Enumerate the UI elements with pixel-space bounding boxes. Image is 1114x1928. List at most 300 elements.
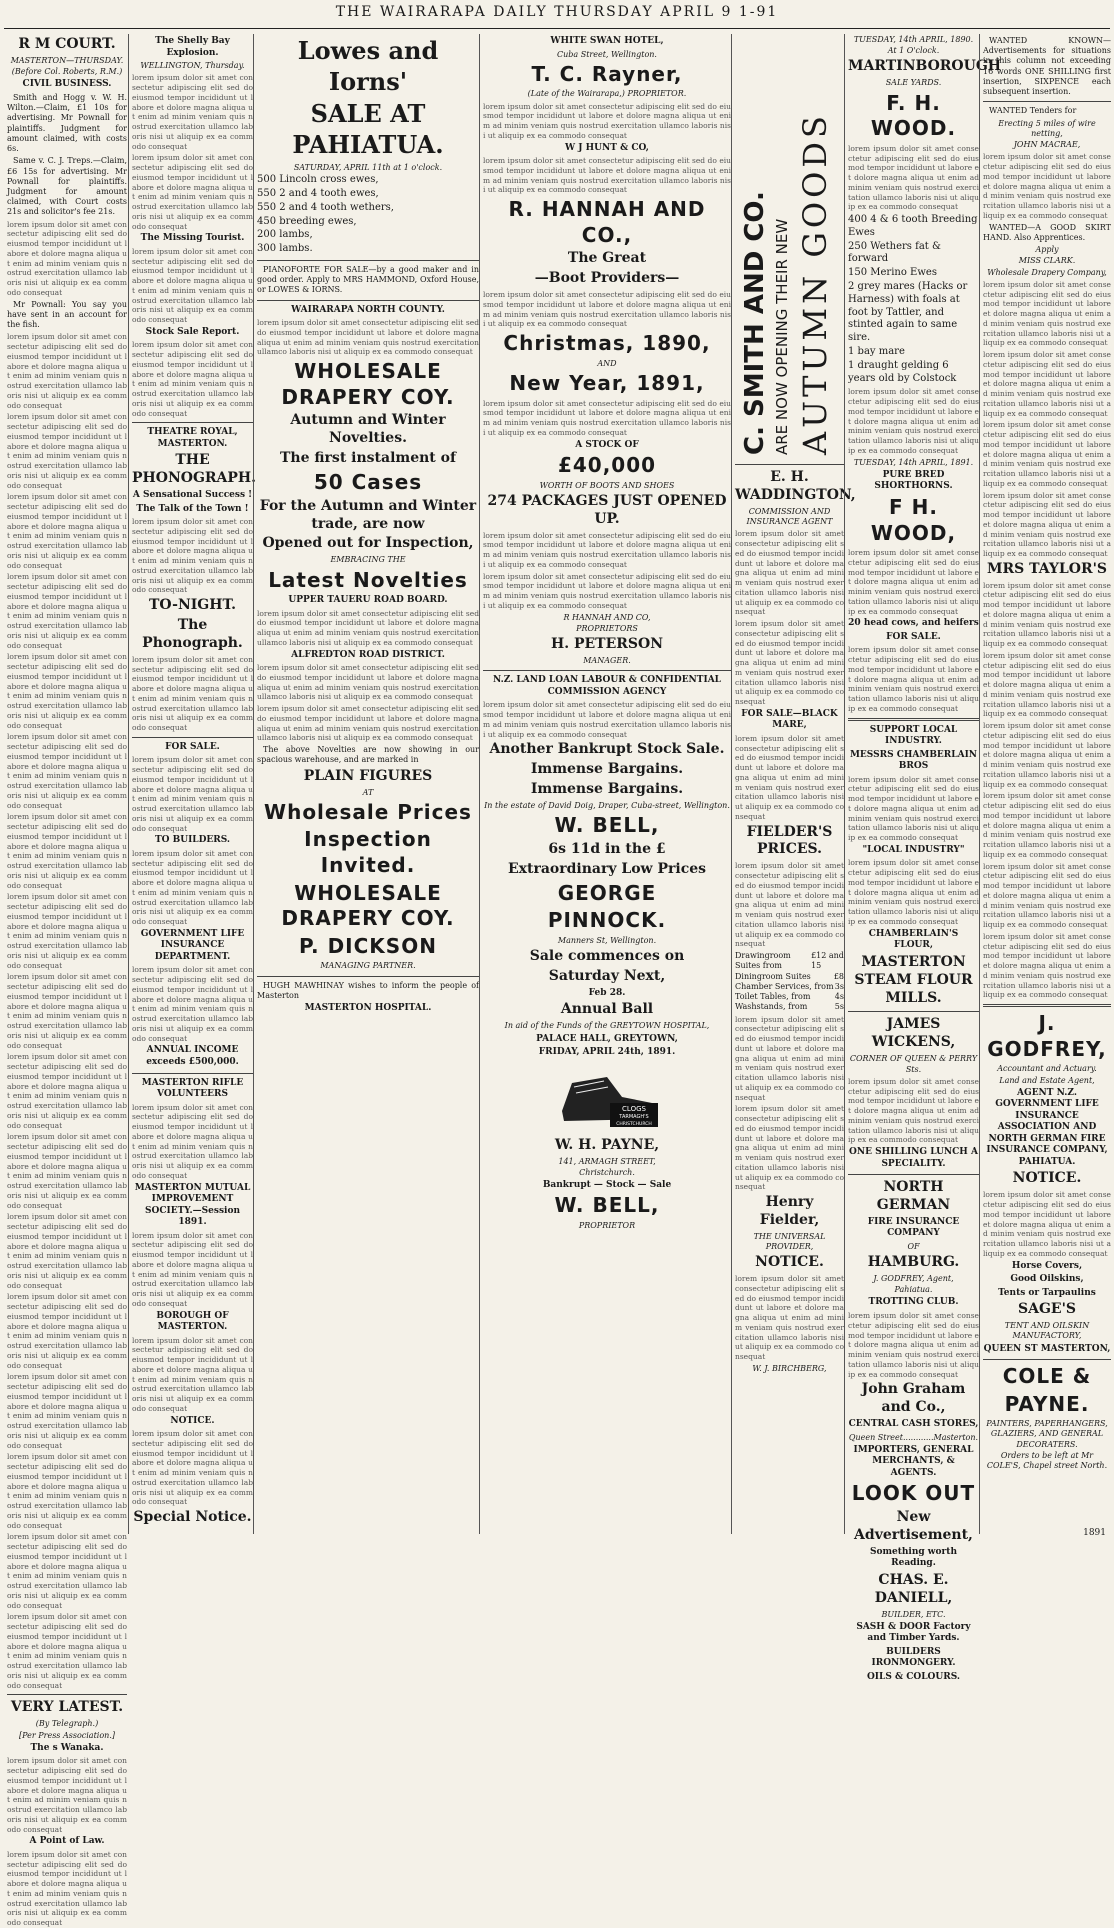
govt-filler: lorem ipsum dolor sit amet consectetur adipiscing elit sed do eiusmod tempor incididunt ut labore et dolore magna aliqua ut enim ad minim veniam quis nostrud exercitation ullamco laboris nisi ut aliquip ex ea commodo consequat — [132, 965, 253, 1043]
waddington-filler: lorem ipsum dolor sit amet consectetur adipiscing elit sed do eiusmod tempor incididunt ut labore et dolore magna aliqua ut enim ad minim veniam quis nostrud exercitation ullamco laboris nisi ut aliquip ex ea commodo consequat — [735, 529, 844, 617]
tonight: TO-NIGHT. — [149, 597, 236, 614]
press-association: [Per Press Association.] — [19, 1730, 115, 1740]
waddington-filler: lorem ipsum dolor sit amet consectetur adipiscing elit sed do eiusmod tempor incididunt ut labore et dolore magna aliqua ut enim ad minim veniam quis nostrud exercitation ullamco laboris nisi ut aliquip ex ea commodo consequat — [735, 619, 844, 707]
godfrey-agent: J. GODFREY, Agent, — [873, 1274, 954, 1284]
palace-hall: PALACE HALL, GREYTOWN, — [536, 1033, 678, 1044]
oils-colours: OILS & COLOURS. — [866, 1671, 961, 1682]
govt-agent: AGENT N.Z. GOVERNMENT LIFE INSURANCE ASSOCIATION AND NORTH GERMAN FIRE INSURANCE COMPANY, PAHIATUA. — [986, 1087, 1108, 1167]
land-loan-agency: N.Z. LAND LOAN LABOUR & CONFIDENTIAL COMMISSION AGENCY — [492, 675, 722, 697]
bell-name: W. BELL, — [554, 813, 660, 838]
price-row — [735, 982, 844, 992]
hotel-filler: lorem ipsum dolor sit amet consectetur adipiscing elit sed do eiusmod tempor incididunt ut labore et dolore magna aliqua ut enim ad minim veniam quis nostrud exercitation ullamco laboris nisi ut aliquip ex ea commodo consequat — [483, 101, 731, 140]
notice-filler: lorem ipsum dolor sit amet consectetur adipiscing elit sed do eiusmod tempor incididunt ut labore et dolore magna aliqua ut enim ad minim veniam quis nostrud exercitation ullamco laboris nisi ut aliquip ex ea commodo consequat — [735, 1274, 844, 1362]
court-filler: lorem ipsum dolor sit amet consectetur adipiscing elit sed do eiusmod tempor incididunt ut labore et dolore magna aliqua ut enim ad minim veniam quis nostrud exercitation ullamco laboris nisi ut aliquip ex ea commodo consequat — [7, 1052, 127, 1130]
rayner-late: (Late of the Wairarapa,) PROPRIETOR. — [527, 89, 687, 99]
price-row — [735, 972, 844, 982]
county-filler: lorem ipsum dolor sit amet consectetur adipiscing elit sed do eiusmod tempor incididunt ut labore et dolore magna aliqua ut enim ad minim veniam quis nostrud exercitation ullamco laboris nisi ut aliquip ex ea commodo consequat — [257, 318, 479, 357]
cuba-street: Cuba Street, Wellington. — [557, 49, 657, 59]
of-text: OF — [907, 1241, 920, 1251]
court-filler: lorem ipsum dolor sit amet consectetur adipiscing elit sed do eiusmod tempor incididunt ut labore et dolore magna aliqua ut enim ad minim veniam quis nostrud exercitation ullamco laboris nisi ut aliquip ex ea commodo consequat — [7, 892, 127, 970]
sale-time: At 1 O'clock. — [887, 46, 940, 56]
chamberlain-bros: MESSRS CHAMBERLAIN BROS — [849, 749, 978, 772]
talk-of-town: The Talk of the Town ! — [136, 503, 249, 514]
greytown-hospital: In aid of the Funds of the GREYTOWN HOSPITAL, — [504, 1021, 710, 1031]
chamberlain-filler: lorem ipsum dolor sit amet consectetur adipiscing elit sed do eiusmod tempor incididunt ut labore et dolore magna aliqua ut enim ad minim veniam quis nostrud exercitation ullamco laboris nisi ut aliquip ex ea commodo consequat — [848, 774, 979, 843]
miss-clark: MISS CLARK. — [1018, 256, 1076, 266]
divider — [132, 737, 253, 738]
page-number: 1891 — [1083, 1528, 1106, 1538]
peterson-name: H. PETERSON — [551, 636, 663, 653]
sale-date-2: TUESDAY, 14th APRIL, 1891. — [853, 457, 974, 467]
price-value: £8 — [833, 971, 844, 981]
hunt-filler: lorem ipsum dolor sit amet consectetur adipiscing elit sed do eiusmod tempor incididunt ut labore et dolore magna aliqua ut enim ad minim veniam quis nostrud exercitation ullamco laboris nisi ut aliquip ex ea commodo consequat — [483, 156, 731, 195]
divider — [983, 101, 1111, 102]
immense-bargains-2: Immense Bargains. — [530, 781, 684, 798]
sale-lot: 500 Lincoln cross ewes, — [257, 174, 379, 186]
road-filler: lorem ipsum dolor sit amet consectetur adipiscing elit sed do eiusmod tempor incididunt ut labore et dolore magna aliqua ut enim ad minim veniam quis nostrud exercitation ullamco laboris nisi ut aliquip ex ea commodo consequat — [257, 608, 479, 647]
painters: PAINTERS, PAPERHANGERS, GLAZIERS, AND GENERAL DECORATERS. — [986, 1419, 1108, 1449]
annual-income: ANNUAL INCOME exceeds £500,000. — [146, 1045, 239, 1067]
tent-factory: TENT AND OILSKIN MANUFACTORY, — [1004, 1321, 1090, 1341]
birchberg: W. J. BIRCHBERG, — [752, 1363, 827, 1373]
column-4 — [479, 34, 734, 1534]
alfredton-filler: lorem ipsum dolor sit amet consectetur adipiscing elit sed do eiusmod tempor incididunt ut labore et dolore magna aliqua ut enim ad minim veniam quis nostrud exercitation ullamco laboris nisi ut aliquip ex ea commodo consequat — [257, 663, 479, 702]
wanted-filler: lorem ipsum dolor sit amet consectetur adipiscing elit sed do eiusmod tempor incididunt ut labore et dolore magna aliqua ut enim ad minim veniam quis nostrud exercitation ullamco laboris nisi ut aliquip ex ea commodo consequat — [983, 350, 1111, 418]
george-name: GEORGE — [557, 880, 657, 905]
worth-boots: WORTH OF BOOTS AND SHOES — [539, 480, 675, 490]
clog-shoe-icon — [552, 1063, 662, 1133]
graham-name: John Graham and Co., — [861, 1381, 966, 1416]
sages: SAGE'S — [1018, 1301, 1076, 1318]
notice-heading: NOTICE. — [170, 1415, 215, 1426]
at-text: AT — [362, 787, 374, 797]
wood-filler: lorem ipsum dolor sit amet consectetur adipiscing elit sed do eiusmod tempor incididunt ut labore et dolore magna aliqua ut enim ad minim veniam quis nostrud exercitation ullamco laboris nisi ut aliquip ex ea commodo consequat — [848, 387, 979, 455]
showing-text: The above Novelties are now showing in our spacious warehouse, and are marked in — [257, 745, 479, 765]
wood-filler: lorem ipsum dolor sit amet consectetur adipiscing elit sed do eiusmod tempor incididunt ut labore et dolore magna aliqua ut enim ad minim veniam quis nostrud exercitation ullamco laboris nisi ut aliquip ex ea commodo consequat — [848, 143, 979, 212]
forty-thousand: £40,000 — [557, 453, 657, 478]
divider — [848, 1011, 979, 1012]
rifle-volunteers: MASTERTON RIFLE VOLUNTEERS — [141, 1077, 244, 1100]
hannah-heading: R. HANNAH AND CO., — [508, 197, 706, 247]
ironmongery: BUILDERS IRONMONGERY. — [871, 1646, 956, 1669]
very-latest-heading: VERY LATEST. — [10, 1699, 124, 1716]
christchurch: Christchurch. — [579, 1167, 635, 1177]
for-sale-heading: FOR SALE. — [165, 741, 220, 752]
opened-out: Opened out for Inspection, — [262, 535, 474, 552]
packages-opened: 274 PACKAGES JUST OPENED UP. — [487, 492, 727, 527]
lowes-iorns: Lowes and Iorns' — [297, 36, 439, 96]
sale-lot: 550 2 and 4 tooth ewes, — [257, 187, 379, 199]
fifty-cases: 50 Cases — [313, 470, 423, 495]
horse-covers: Horse Covers, — [1011, 1260, 1083, 1271]
wood-lot: 1 bay mare — [848, 346, 905, 358]
price-row — [735, 951, 844, 971]
commission-agent: COMMISSION AND INSURANCE AGENT — [746, 506, 833, 527]
chamberlain-flour: CHAMBERLAIN'S FLOUR, — [868, 928, 959, 951]
divider — [257, 976, 479, 977]
court-filler: lorem ipsum dolor sit amet consectetur adipiscing elit sed do eiusmod tempor incididunt ut labore et dolore magna aliqua ut enim ad minim veniam quis nostrud exercitation ullamco laboris nisi ut aliquip ex ea commodo consequat — [7, 1132, 127, 1210]
first-instalment: The first instalment of — [280, 450, 456, 467]
builder-etc: BUILDER, ETC. — [881, 1609, 946, 1619]
hunt-heading: W J HUNT & CO, — [565, 142, 649, 153]
heifers: 20 head cows, and heifers — [848, 618, 979, 629]
borough-heading: BOROUGH OF MASTERTON. — [156, 1310, 229, 1333]
borough-filler: lorem ipsum dolor sit amet consectetur adipiscing elit sed do eiusmod tempor incididunt ut labore et dolore magna aliqua ut enim ad minim veniam quis nostrud exercitation ullamco laboris nisi ut aliquip ex ea commodo consequat — [132, 1335, 253, 1413]
column-3 — [253, 34, 482, 1534]
price-item: Diningroom Suites — [735, 971, 811, 981]
tents: Tents or Tarpaulins — [998, 1287, 1096, 1298]
tourist-filler: lorem ipsum dolor sit amet consectetur adipiscing elit sed do eiusmod tempor incididunt ut labore et dolore magna aliqua ut enim ad minim veniam quis nostrud exercitation ullamco laboris nisi ut aliquip ex ea commodo consequat — [132, 246, 253, 325]
black-mare: FOR SALE—BLACK MARE, — [741, 708, 838, 731]
rifles-filler: lorem ipsum dolor sit amet consectetur adipiscing elit sed do eiusmod tempor incididunt ut labore et dolore magna aliqua ut enim ad minim veniam quis nostrud exercitation ullamco laboris nisi ut aliquip ex ea commodo consequat — [132, 1102, 253, 1180]
explosion-dateline: WELLINGTON, Thursday. — [140, 61, 245, 71]
sash-factory: SASH & DOOR Factory and Timber Yards. — [856, 1621, 971, 1644]
divider — [132, 422, 253, 423]
wire-netting: Erecting 5 miles of wire netting, — [998, 118, 1096, 138]
special-notice: Special Notice. — [133, 1509, 252, 1526]
court-filler: lorem ipsum dolor sit amet consectetur adipiscing elit sed do eiusmod tempor incididunt ut labore et dolore magna aliqua ut enim ad minim veniam quis nostrud exercitation ullamco laboris nisi ut aliquip ex ea commodo consequat — [7, 972, 127, 1050]
price-list — [735, 951, 844, 1012]
price-item: Washstands, from — [735, 1002, 808, 1012]
clog-label-2: TARMAGH'S — [619, 1113, 649, 1120]
court-filler: lorem ipsum dolor sit amet consectetur adipiscing elit sed do eiusmod tempor incididunt ut labore et dolore magna aliqua ut enim ad minim veniam quis nostrud exercitation ullamco laboris nisi ut aliquip ex ea commodo consequat — [7, 652, 127, 730]
govt-insurance-heading: GOVERNMENT LIFE INSURANCE DEPARTMENT. — [140, 928, 245, 962]
news-filler: lorem ipsum dolor sit amet consectetur adipiscing elit sed do eiusmod tempor incididunt ut labore et dolore magna aliqua ut enim ad minim veniam quis nostrud exercitation ullamco laboris nisi ut aliquip ex ea commodo consequat — [7, 1756, 127, 1834]
wholesale-drapery-heading: WHOLESALE DRAPERY COY. — [281, 359, 455, 409]
sale-commences: Sale commences on — [529, 948, 685, 965]
wood-lot: 250 Wethers fat & forward — [848, 240, 941, 265]
wanaka-heading: The s Wanaka. — [30, 1742, 104, 1753]
and-text: AND — [597, 358, 617, 368]
central-cash: CENTRAL CASH STORES, — [848, 1419, 979, 1430]
wood-lot: 400 4 & 6 tooth Breeding Ewes — [848, 214, 978, 238]
wickens-name: JAMES WICKENS, — [871, 1016, 956, 1051]
by-telegraph: (By Telegraph.) — [35, 1719, 99, 1729]
north-german: NORTH GERMAN — [876, 1179, 951, 1213]
annual-ball: Annual Ball — [560, 1001, 654, 1018]
court-before: (Before Col. Roberts, R.M.) — [11, 67, 123, 77]
packages-filler: lorem ipsum dolor sit amet consectetur adipiscing elit sed do eiusmod tempor incididunt ut labore et dolore magna aliqua ut enim ad minim veniam quis nostrud exercitation ullamco laboris nisi ut aliquip ex ea commodo consequat — [483, 530, 731, 569]
builders-heading: TO BUILDERS. — [154, 835, 231, 846]
sale-lot: 200 lambs, — [257, 229, 313, 241]
column-7 — [979, 34, 1114, 1534]
mrs-taylors: MRS TAYLOR'S — [987, 560, 1107, 577]
wood-lot: 1 draught gelding 6 years old by Colstock — [848, 359, 957, 384]
trotting-filler: lorem ipsum dolor sit amet consectetur adipiscing elit sed do eiusmod tempor incididunt ut labore et dolore magna aliqua ut enim ad minim veniam quis nostrud exercitation ullamco laboris nisi ut aliquip ex ea commodo consequat — [848, 1311, 979, 1379]
column-1 — [4, 34, 130, 1928]
inspection-invited: Inspection Invited. — [304, 827, 432, 877]
new-advertisement: New Advertisement, — [854, 1508, 973, 1543]
explosion-heading: The Shelly Bay Explosion. — [155, 36, 230, 58]
cole-name: COLE & — [1002, 1364, 1092, 1389]
court-heading: R M COURT. — [18, 36, 116, 52]
wanted-rates: WANTED KNOWN—Advertisements for situations in this column not exceeding 16 words ONE SHILLING first insertion, SIXPENCE each subsequent insertion. — [983, 36, 1111, 97]
court-filler: lorem ipsum dolor sit amet consectetur adipiscing elit sed do eiusmod tempor incididunt ut labore et dolore magna aliqua ut enim ad minim veniam quis nostrud exercitation ullamco laboris nisi ut aliquip ex ea commodo consequat — [7, 332, 127, 410]
sensational: A Sensational Success ! — [132, 490, 253, 501]
wickens-corner: CORNER OF QUEEN & PERRY Sts. — [849, 1054, 978, 1074]
phonograph-heading-2: The Phonograph. — [142, 617, 243, 651]
court-dateline: MASTERTON—THURSDAY. — [10, 55, 124, 65]
wanted-filler: lorem ipsum dolor sit amet consectetur adipiscing elit sed do eiusmod tempor incididunt ut labore et dolore magna aliqua ut enim ad minim veniam quis nostrud exercitation ullamco laboris nisi ut aliquip ex ea commodo consequat — [983, 721, 1111, 789]
bankrupt-stock-sale: Bankrupt — Stock — Sale — [542, 1179, 672, 1190]
embracing: EMBRACING THE — [330, 555, 406, 565]
trade-text: For the Autumn and Winter trade, are now — [259, 497, 477, 532]
sale-yards: SALE YARDS. — [885, 78, 942, 88]
immense-bargains: Immense Bargains. — [530, 761, 684, 778]
column-5 — [731, 34, 856, 1534]
extraordinary-prices: Extraordinary Low Prices — [507, 860, 707, 877]
doig-estate: In the estate of David Doig, Draper, Cuba-street, Wellington. — [484, 801, 730, 811]
court-case-2: Same v. C. J. Treps.—Claim, £6 15s for advertising. Mr Pownall for plaintiffs. Judgment for amount claimed, with Court costs 21s and solicitor's fee 21s. — [7, 156, 127, 217]
look-out: LOOK OUT — [851, 1481, 976, 1506]
divider — [848, 718, 979, 721]
waddington-name: E. H. WADDINGTON, — [735, 469, 856, 503]
divider — [7, 1694, 127, 1695]
drapery-co: Wholesale Drapery Company, — [987, 267, 1107, 277]
wood-filler: lorem ipsum dolor sit amet consectetur adipiscing elit sed do eiusmod tempor incididunt ut labore et dolore magna aliqua ut enim ad minim veniam quis nostrud exercitation ullamco laboris nisi ut aliquip ex ea commodo consequat — [848, 548, 979, 616]
court-filler: lorem ipsum dolor sit amet consectetur adipiscing elit sed do eiusmod tempor incididunt ut labore et dolore magna aliqua ut enim ad minim veniam quis nostrud exercitation ullamco laboris nisi ut aliquip ex ea commodo consequat — [7, 572, 127, 650]
clog-label-1: CLOGS — [622, 1104, 646, 1113]
oilskins: Good Oilskins, — [1010, 1274, 1084, 1285]
pinnock-name: PINNOCK. — [547, 908, 667, 933]
phonograph-heading: THE PHONOGRAPH. — [132, 452, 257, 487]
hannah-filler: lorem ipsum dolor sit amet consectetur adipiscing elit sed do eiusmod tempor incididunt ut labore et dolore magna aliqua ut enim ad minim veniam quis nostrud exercitation ullamco laboris nisi ut aliquip ex ea commodo consequat — [483, 290, 731, 329]
six-eleven: 6s 11d in the £ — [548, 840, 666, 857]
wood-name: F. H. WOOD. — [870, 90, 957, 141]
explosion-filler: lorem ipsum dolor sit amet consectetur adipiscing elit sed do eiusmod tempor incididunt ut labore et dolore magna aliqua ut enim ad minim veniam quis nostrud exercitation ullamco laboris nisi ut aliquip ex ea commodo consequat — [132, 73, 253, 151]
fielder-filler: lorem ipsum dolor sit amet consectetur adipiscing elit sed do eiusmod tempor incididunt ut labore et dolore magna aliqua ut enim ad minim veniam quis nostrud exercitation ullamco laboris nisi ut aliquip ex ea commodo consequat — [735, 1014, 844, 1102]
column-6 — [844, 34, 1002, 1682]
divider — [735, 464, 844, 465]
saturday-next: Saturday Next, — [548, 968, 666, 984]
news-filler: lorem ipsum dolor sit amet consectetur adipiscing elit sed do eiusmod tempor incididunt ut labore et dolore magna aliqua ut enim ad minim veniam quis nostrud exercitation ullamco laboris nisi ut aliquip ex ea commodo consequat — [7, 1849, 127, 1928]
sale-lot: 550 2 and 4 tooth wethers, — [257, 201, 394, 213]
packages-filler: lorem ipsum dolor sit amet consectetur adipiscing elit sed do eiusmod tempor incididunt ut labore et dolore magna aliqua ut enim ad minim veniam quis nostrud exercitation ullamco laboris nisi ut aliquip ex ea commodo consequat — [483, 571, 731, 610]
builders-filler: lorem ipsum dolor sit amet consectetur adipiscing elit sed do eiusmod tempor incididunt ut labore et dolore magna aliqua ut enim ad minim veniam quis nostrud exercitation ullamco laboris nisi ut aliquip ex ea commodo consequat — [132, 848, 253, 927]
armagh-street: 141, ARMAGH STREET, — [558, 1156, 656, 1166]
court-filler: lorem ipsum dolor sit amet consectetur adipiscing elit sed do eiusmod tempor incididunt ut labore et dolore magna aliqua ut enim ad minim veniam quis nostrud exercitation ullamco laboris nisi ut aliquip ex ea commodo consequat — [7, 1372, 127, 1450]
fire-insurance: FIRE INSURANCE COMPANY — [867, 1216, 960, 1239]
court-filler: lorem ipsum dolor sit amet consectetur adipiscing elit sed do eiusmod tempor incididunt ut labore et dolore magna aliqua ut enim ad minim veniam quis nostrud exercitation ullamco laboris nisi ut aliquip ex ea commodo consequat — [7, 732, 127, 810]
autumn-goods: AUTUMN GOODS — [796, 112, 834, 455]
mare-filler: lorem ipsum dolor sit amet consectetur adipiscing elit sed do eiusmod tempor incididunt ut labore et dolore magna aliqua ut enim ad minim veniam quis nostrud exercitation ullamco laboris nisi ut aliquip ex ea commodo consequat — [735, 733, 844, 821]
price-value: 5s — [834, 1002, 844, 1012]
masthead: THE WAIRARAPA DAILY THURSDAY APRIL 9 1-91 — [335, 4, 779, 20]
shilling-lunch: ONE SHILLING LUNCH A SPECIALITY. — [849, 1147, 978, 1169]
dickson-name: P. DICKSON — [299, 933, 437, 958]
wanted-filler: lorem ipsum dolor sit amet consectetur adipiscing elit sed do eiusmod tempor incididunt ut labore et dolore magna aliqua ut enim ad minim veniam quis nostrud exercitation ullamco laboris nisi ut aliquip ex ea commodo consequat — [983, 931, 1111, 1000]
price-item: Chamber Services, from — [735, 981, 834, 991]
bell-name-2: W. BELL, — [554, 1193, 660, 1218]
wanted-filler: lorem ipsum dolor sit amet consectetur adipiscing elit sed do eiusmod tempor incididunt ut labore et dolore magna aliqua ut enim ad minim veniam quis nostrud exercitation ullamco laboris nisi ut aliquip ex ea commodo consequat — [983, 420, 1111, 488]
notice-heading: NOTICE. — [755, 1254, 824, 1271]
court-filler: lorem ipsum dolor sit amet consectetur adipiscing elit sed do eiusmod tempor incididunt ut labore et dolore magna aliqua ut enim ad minim veniam quis nostrud exercitation ullamco laboris nisi ut aliquip ex ea commodo consequat — [7, 1452, 127, 1530]
hannah-filler: lorem ipsum dolor sit amet consectetur adipiscing elit sed do eiusmod tempor incididunt ut labore et dolore magna aliqua ut enim ad minim veniam quis nostrud exercitation ullamco laboris nisi ut aliquip ex ea commodo consequat — [483, 398, 731, 437]
court-filler: lorem ipsum dolor sit amet consectetur adipiscing elit sed do eiusmod tempor incididunt ut labore et dolore magna aliqua ut enim ad minim veniam quis nostrud exercitation ullamco laboris nisi ut aliquip ex ea commodo consequat — [7, 412, 127, 490]
wanted-filler: lorem ipsum dolor sit amet consectetur adipiscing elit sed do eiusmod tempor incididunt ut labore et dolore magna aliqua ut enim ad minim veniam quis nostrud exercitation ullamco laboris nisi ut aliquip ex ea commodo consequat — [983, 861, 1111, 930]
mutual-filler: lorem ipsum dolor sit amet consectetur adipiscing elit sed do eiusmod tempor incididunt ut labore et dolore magna aliqua ut enim ad minim veniam quis nostrud exercitation ullamco laboris nisi ut aliquip ex ea commodo consequat — [132, 1230, 253, 1308]
daniell-name: CHAS. E. DANIELL, — [874, 1571, 953, 1606]
wood-lots — [848, 214, 979, 385]
price-value: 3s — [834, 981, 844, 991]
manners-street: Manners St, Wellington. — [557, 935, 657, 945]
new-year-1891: New Year, 1891, — [509, 370, 705, 395]
price-row — [735, 1002, 844, 1012]
court-case-1: Smith and Hogg v. W. H. Wilton.—Claim, £1 10s for advertising. Mr Pownall for plaintiffs. Judgment for amount claimed, with costs 6s. — [7, 92, 127, 154]
for-sale-filler: lorem ipsum dolor sit amet consectetur adipiscing elit sed do eiusmod tempor incididunt ut labore et dolore magna aliqua ut enim ad minim veniam quis nostrud exercitation ullamco laboris nisi ut aliquip ex ea commodo consequat — [132, 755, 253, 833]
godfrey-name: J. GODFREY, — [987, 1011, 1107, 1061]
wanted-filler: lorem ipsum dolor sit amet consectetur adipiscing elit sed do eiusmod tempor incididunt ut labore et dolore magna aliqua ut enim ad minim veniam quis nostrud exercitation ullamco laboris nisi ut aliquip ex ea commodo consequat — [983, 490, 1111, 559]
masthead-rule — [4, 28, 1110, 29]
court-filler: lorem ipsum dolor sit amet consectetur adipiscing elit sed do eiusmod tempor incididunt ut labore et dolore magna aliqua ut enim ad minim veniam quis nostrud exercitation ullamco laboris nisi ut aliquip ex ea commodo consequat — [7, 1212, 127, 1290]
court-filler: lorem ipsum dolor sit amet consectetur adipiscing elit sed do eiusmod tempor incididunt ut labore et dolore magna aliqua ut enim ad minim veniam quis nostrud exercitation ullamco laboris nisi ut aliquip ex ea commodo consequat — [7, 1292, 127, 1370]
wanted-filler: lorem ipsum dolor sit amet consectetur adipiscing elit sed do eiusmod tempor incididunt ut labore et dolore magna aliqua ut enim ad minim veniam quis nostrud exercitation ullamco laboris nisi ut aliquip ex ea commodo consequat — [983, 580, 1111, 649]
stock-sale-heading: Stock Sale Report. — [145, 326, 240, 337]
divider — [848, 1174, 979, 1175]
hannah-props: R HANNAH AND CO, — [563, 612, 651, 622]
theatre-royal: THEATRE ROYAL, MASTERTON. — [147, 427, 238, 449]
sale-date: SATURDAY, APRIL 11th at 1 o'clock. — [293, 162, 443, 172]
shorthorns: PURE BRED SHORTHORNS. — [874, 469, 953, 492]
notice-filler: lorem ipsum dolor sit amet consectetur adipiscing elit sed do eiusmod tempor incididunt ut labore et dolore magna aliqua ut enim ad minim veniam quis nostrud exercitation ullamco laboris nisi ut aliquip ex ea commodo consequat — [983, 1190, 1111, 1258]
sale-lot: 300 lambs. — [257, 243, 313, 255]
fielders-prices: FIELDER'S PRICES. — [746, 823, 833, 858]
price-row — [735, 992, 844, 1002]
alfredton-filler: lorem ipsum dolor sit amet consectetur adipiscing elit sed do eiusmod tempor incididunt ut labore et dolore magna aliqua ut enim ad minim veniam quis nostrud exercitation ullamco laboris nisi ut aliquip ex ea commodo consequat — [257, 704, 479, 743]
agency-filler: lorem ipsum dolor sit amet consectetur adipiscing elit sed do eiusmod tempor incididunt ut labore et dolore magna aliqua ut enim ad minim veniam quis nostrud exercitation ullamco laboris nisi ut aliquip ex ea commodo consequat — [483, 700, 731, 739]
divider — [132, 1073, 253, 1074]
pahiatua: Pahiatua. — [894, 1285, 933, 1295]
chamberlain-filler: lorem ipsum dolor sit amet consectetur adipiscing elit sed do eiusmod tempor incididunt ut labore et dolore magna aliqua ut enim ad minim veniam quis nostrud exercitation ullamco laboris nisi ut aliquip ex ea commodo consequat — [848, 858, 979, 926]
accountant: Accountant and Actuary. — [997, 1064, 1097, 1074]
local-industry: "LOCAL INDUSTRY" — [862, 844, 965, 855]
land-agent: Land and Estate Agent, — [999, 1075, 1095, 1085]
divider — [983, 1004, 1111, 1007]
latest-novelties: Latest Novelties — [268, 567, 468, 592]
phonograph-filler: lorem ipsum dolor sit amet consectetur adipiscing elit sed do eiusmod tempor incididunt ut labore et dolore magna aliqua ut enim ad minim veniam quis nostrud exercitation ullamco laboris nisi ut aliquip ex ea commodo consequat — [132, 517, 253, 595]
orders: Orders to be left at Mr COLE'S, Chapel street North. — [986, 1450, 1108, 1471]
smith-and-co: C. SMITH AND CO. — [740, 191, 770, 455]
wholesale-drapery-heading-2: WHOLESALE DRAPERY COY. — [281, 880, 455, 931]
manager: MANAGER. — [583, 656, 631, 666]
court-filler: lorem ipsum dolor sit amet consectetur adipiscing elit sed do eiusmod tempor incididunt ut labore et dolore magna aliqua ut enim ad minim veniam quis nostrud exercitation ullamco laboris nisi ut aliquip ex ea commodo consequat — [7, 219, 127, 297]
explosion-filler: lorem ipsum dolor sit amet consectetur adipiscing elit sed do eiusmod tempor incididunt ut labore et dolore magna aliqua ut enim ad minim veniam quis nostrud exercitation ullamco laboris nisi ut aliquip ex ea commodo consequat — [132, 153, 253, 231]
sale-lot: 450 breeding ewes, — [257, 215, 357, 227]
notice-heading: NOTICE. — [1012, 1170, 1082, 1187]
feb-28: Feb 28. — [588, 987, 626, 998]
smith-vertical-ad — [735, 40, 844, 460]
column-2 — [128, 34, 256, 1534]
divider — [483, 670, 731, 671]
another-bankrupt: Another Bankrupt Stock Sale. — [489, 741, 725, 758]
price-value: 4s — [834, 992, 844, 1002]
sale-at-pahiatua: SALE AT PAHIATUA. — [292, 99, 444, 160]
wanted-tenders: WANTED Tenders for — [989, 106, 1077, 116]
fielder-filler: lorem ipsum dolor sit amet consectetur adipiscing elit sed do eiusmod tempor incididunt ut labore et dolore magna aliqua ut enim ad minim veniam quis nostrud exercitation ullamco laboris nisi ut aliquip ex ea commodo consequat — [735, 861, 844, 949]
court-case-3: Mr Pownall: You say you have sent in an account for the fish. — [7, 299, 127, 330]
wholesale-prices: Wholesale Prices — [264, 799, 472, 824]
court-filler: lorem ipsum dolor sit amet consectetur adipiscing elit sed do eiusmod tempor incididunt ut labore et dolore magna aliqua ut enim ad minim veniam quis nostrud exercitation ullamco laboris nisi ut aliquip ex ea commodo consequat — [7, 1532, 127, 1610]
wood-name-2: F H. WOOD, — [870, 494, 957, 545]
divider — [983, 1359, 1111, 1360]
the-great: The Great — [567, 250, 647, 267]
plain-figures: PLAIN FIGURES — [303, 767, 433, 784]
queen-st-masterton: QUEEN ST MASTERTON, — [983, 1343, 1111, 1354]
proprietors: PROPRIETORS — [576, 623, 638, 633]
notice-filler: lorem ipsum dolor sit amet consectetur adipiscing elit sed do eiusmod tempor incididunt ut labore et dolore magna aliqua ut enim ad minim veniam quis nostrud exercitation ullamco laboris nisi ut aliquip ex ea commodo consequat — [132, 1429, 253, 1507]
mcrae: JOHN MACRAE, — [1013, 140, 1081, 150]
queen-street: Queen Street............Masterton. — [848, 1432, 979, 1442]
price-item: Drawingroom Suites from — [735, 951, 791, 971]
civil-business: CIVIL BUSINESS. — [22, 79, 112, 90]
white-swan-hotel: WHITE SWAN HOTEL, — [550, 36, 664, 46]
stock-filler: lorem ipsum dolor sit amet consectetur adipiscing elit sed do eiusmod tempor incididunt ut labore et dolore magna aliqua ut enim ad minim veniam quis nostrud exercitation ullamco laboris nisi ut aliquip ex ea commodo consequat — [132, 340, 253, 418]
christmas-1890: Christmas, 1890, — [503, 331, 711, 356]
court-filler: lorem ipsum dolor sit amet consectetur adipiscing elit sed do eiusmod tempor incididunt ut labore et dolore magna aliqua ut enim ad minim veniam quis nostrud exercitation ullamco laboris nisi ut aliquip ex ea commodo consequat — [7, 1612, 127, 1690]
wanted-filler: lorem ipsum dolor sit amet consectetur adipiscing elit sed do eiusmod tempor incididunt ut labore et dolore magna aliqua ut enim ad minim veniam quis nostrud exercitation ullamco laboris nisi ut aliquip ex ea commodo consequat — [983, 279, 1111, 348]
clog-label-3: CHRISTCHURCH — [616, 1121, 652, 1127]
road-board: UPPER TAUERU ROAD BOARD. — [288, 595, 448, 606]
skirt-hand: WANTED—A GOOD SKIRT HAND. Also Apprentices. — [983, 222, 1111, 242]
price-item: Toilet Tables, from — [735, 992, 811, 1002]
court-filler: lorem ipsum dolor sit amet consectetur adipiscing elit sed do eiusmod tempor incididunt ut labore et dolore magna aliqua ut enim ad minim veniam quis nostrud exercitation ullamco laboris nisi ut aliquip ex ea commodo consequat — [7, 492, 127, 570]
for-sale-heading: FOR SALE. — [886, 631, 941, 642]
apply: Apply — [1035, 245, 1059, 255]
autumn-novelties: Autumn and Winter Novelties. — [290, 412, 446, 447]
boot-providers: —Boot Providers— — [534, 270, 680, 287]
fielder-filler: lorem ipsum dolor sit amet consectetur adipiscing elit sed do eiusmod tempor incididunt ut labore et dolore magna aliqua ut enim ad minim veniam quis nostrud exercitation ullamco laboris nisi ut aliquip ex ea commodo consequat — [735, 1104, 844, 1192]
mutual-improvement: MASTERTON MUTUAL IMPROVEMENT SOCIETY.—Session 1891. — [134, 1182, 251, 1228]
point-of-law-heading: A Point of Law. — [29, 1836, 105, 1847]
alfredton-road: ALFREDTON ROAD DISTRICT. — [291, 649, 445, 660]
steam-flour-mills: MASTERTON STEAM FLOUR MILLS. — [854, 953, 973, 1006]
universal-provider: THE UNIVERSAL PROVIDER, — [753, 1231, 826, 1252]
sale-filler: lorem ipsum dolor sit amet consectetur adipiscing elit sed do eiusmod tempor incididunt ut labore et dolore magna aliqua ut enim ad minim veniam quis nostrud exercitation ullamco laboris nisi ut aliquip ex ea commodo consequat — [848, 645, 979, 713]
worth-reading: Something worth Reading. — [869, 1546, 958, 1569]
henry-fielder: Henry Fielder, — [759, 1194, 820, 1228]
managing-partner: MANAGING PARTNER. — [320, 961, 416, 971]
court-filler: lorem ipsum dolor sit amet consectetur adipiscing elit sed do eiusmod tempor incididunt ut labore et dolore magna aliqua ut enim ad minim veniam quis nostrud exercitation ullamco laboris nisi ut aliquip ex ea commodo consequat — [7, 812, 127, 890]
wood-lot: 2 grey mares (Hacks or Harness) with foals at foot by Tattler, and stinted again to same sire. — [848, 281, 968, 344]
trotting-club: TROTTING CLUB. — [868, 1297, 959, 1308]
pianoforte-ad: PIANOFORTE FOR SALE—by a good maker and in good order. Apply to MRS HAMMOND, Oxford House, or LOWES & IORNS. — [257, 264, 479, 295]
hospital-heading: MASTERTON HOSPITAL. — [304, 1003, 432, 1014]
rayner-name: T. C. Rayner, — [531, 61, 683, 86]
hamburg: HAMBURG. — [867, 1254, 960, 1271]
sale-lots — [257, 174, 479, 256]
proprietor: PROPRIETOR — [578, 1221, 636, 1231]
importers: IMPORTERS, GENERAL MERCHANTS, & AGENTS. — [853, 1444, 974, 1478]
wanted-filler: lorem ipsum dolor sit amet consectetur adipiscing elit sed do eiusmod tempor incididunt ut labore et dolore magna aliqua ut enim ad minim veniam quis nostrud exercitation ullamco laboris nisi ut aliquip ex ea commodo consequat — [983, 152, 1111, 220]
ball-date: FRIDAY, APRIL 24th, 1891. — [538, 1047, 676, 1058]
wood-lot: 150 Merino Ewes — [848, 267, 937, 279]
mawhinay-ad: HUGH MAWHINAY wishes to inform the people of Masterton — [257, 980, 479, 1000]
wickens-filler: lorem ipsum dolor sit amet consectetur adipiscing elit sed do eiusmod tempor incididunt ut labore et dolore magna aliqua ut enim ad minim veniam quis nostrud exercitation ullamco laboris nisi ut aliquip ex ea commodo consequat — [848, 1076, 979, 1145]
payne-name: PAYNE. — [1004, 1391, 1090, 1416]
phonograph-filler: lorem ipsum dolor sit amet consectetur adipiscing elit sed do eiusmod tempor incididunt ut labore et dolore magna aliqua ut enim ad minim veniam quis nostrud exercitation ullamco laboris nisi ut aliquip ex ea commodo consequat — [132, 654, 253, 733]
now-opening: ARE NOW OPENING THEIR NEW — [773, 218, 791, 455]
price-value: £12 and 15 — [811, 951, 844, 971]
payne-name: W. H. PAYNE, — [554, 1136, 660, 1153]
support-local: SUPPORT LOCAL INDUSTRY. — [869, 724, 958, 747]
martinborough: MARTINBOROUGH — [848, 58, 1002, 75]
wanted-filler: lorem ipsum dolor sit amet consectetur adipiscing elit sed do eiusmod tempor incididunt ut labore et dolore magna aliqua ut enim ad minim veniam quis nostrud exercitation ullamco laboris nisi ut aliquip ex ea commodo consequat — [983, 650, 1111, 719]
sale-date: TUESDAY, 14th APRIL, 1890. — [853, 35, 974, 44]
stock-of: A STOCK OF — [575, 439, 639, 450]
divider — [257, 300, 479, 301]
missing-tourist-heading: The Missing Tourist. — [140, 233, 245, 244]
wanted-filler: lorem ipsum dolor sit amet consectetur adipiscing elit sed do eiusmod tempor incididunt ut labore et dolore magna aliqua ut enim ad minim veniam quis nostrud exercitation ullamco laboris nisi ut aliquip ex ea commodo consequat — [983, 791, 1111, 859]
